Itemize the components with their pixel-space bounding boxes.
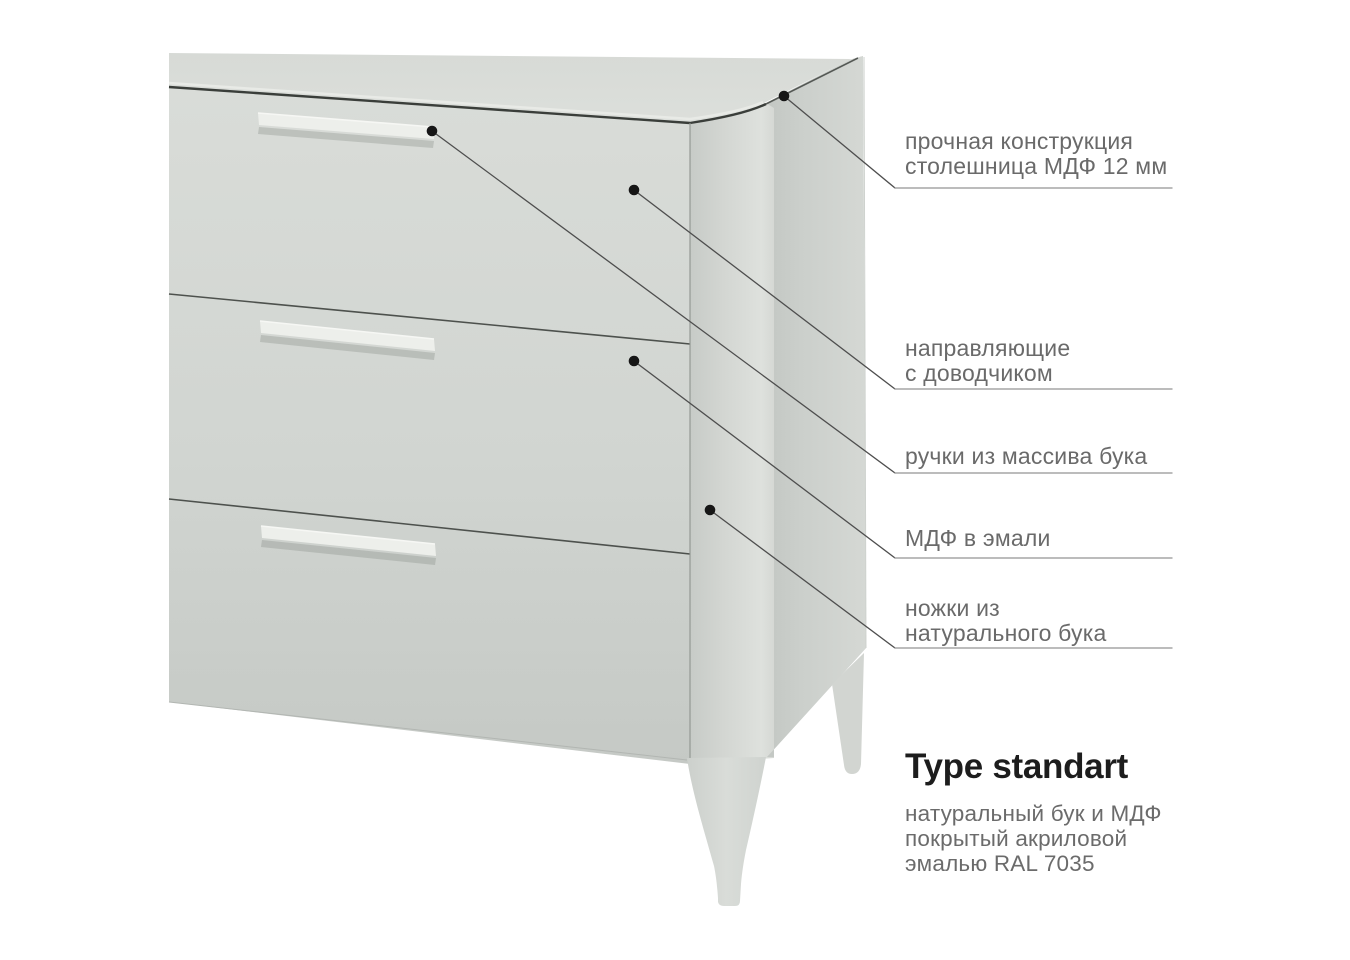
callout-label-line: МДФ в эмали [905, 525, 1051, 551]
callout-label-handles [905, 444, 1147, 469]
callout-label-line: ножки из [905, 595, 1000, 621]
side-face [766, 56, 866, 757]
callout-dot [629, 185, 640, 196]
callout-label-line: прочная конструкция [905, 128, 1134, 154]
corner-post [690, 103, 774, 764]
callout-label-line: с доводчиком [905, 360, 1053, 386]
front-right-leg [687, 757, 766, 906]
product-description-line: эмалью RAL 7035 [905, 851, 1095, 876]
callout-label-line: направляющие [905, 335, 1071, 361]
callout-dot [779, 91, 790, 102]
callout-dot [427, 126, 438, 137]
callout-label-line: натурального бука [905, 620, 1107, 646]
callout-dot [705, 505, 716, 516]
callout-label-line: столешница МДФ 12 мм [905, 153, 1168, 179]
callout-dot [629, 356, 640, 367]
front-face [169, 86, 690, 764]
product-title: Type standart [905, 747, 1129, 786]
product-description-line: натуральный бук и МДФ [905, 801, 1162, 826]
callout-label-mdf [905, 526, 1051, 551]
callout-label-slides [905, 336, 1070, 386]
product-description-line: покрытый акриловой [905, 826, 1128, 851]
dresser-body [169, 53, 866, 906]
callout-label-line: ручки из массива бука [905, 443, 1148, 469]
callout-label-legs [905, 596, 1107, 646]
callout-label-tabletop [905, 129, 1167, 179]
product-description [905, 801, 1162, 876]
